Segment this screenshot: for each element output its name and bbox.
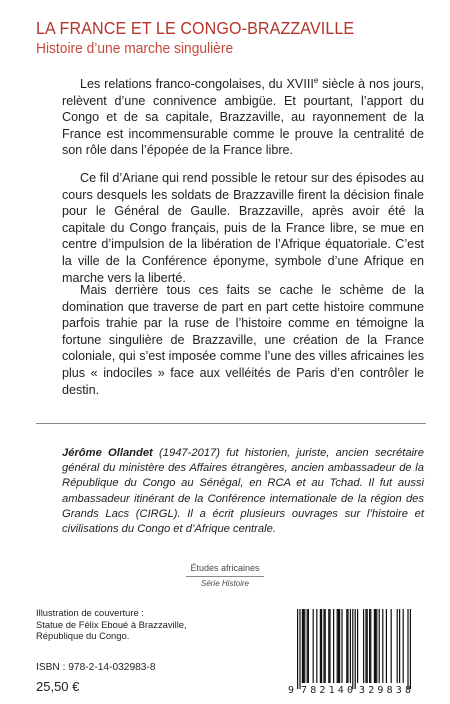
barcode-bar [352,609,353,689]
author-bio-text: (1947-2017) fut historien, juriste, ancien secrétaire général du ministère des Affaires étrangères, ancien ambassadeur de la République du Congo au Sénégal, en RCA et au Tchad. Il fut aussi ambassadeur itinérant de la Conférence internationale de la région des Grands Lacs (CIRGL). Il a écrit plusieurs ouvrages sur l’histoire et civilisations du Congo et d’Afrique centrale. [62,447,424,536]
book-title: LA FRANCE ET LE CONGO-BRAZZAVILLE [36,18,355,38]
barcode-bar [316,609,317,683]
barcode-bars [297,609,411,689]
barcode-bar [374,609,375,683]
barcode-bar [391,609,392,683]
barcode-bar [297,609,298,689]
blurb-paragraph-3: Mais derrière tous ces faits se cache le schème de la domination que traverse de part en part cette histoire commune parfois trahie par la ruse de l’histoire comme en témoigne la fortune singulière de Brazzaville, une création de la France coloniale, qui s’est imposée comme l’une des villes africaines les plus « indociles » face aux velléités de Paris d’en contrôler le destin. [62,283,424,397]
barcode-bar [304,609,305,683]
barcode-bar [307,609,308,683]
barcode-bar [369,609,370,683]
barcode-bar [363,609,364,683]
barcode-bar [341,609,342,683]
author-name: Jérôme Ollandet [62,447,153,459]
author-bio [62,446,424,537]
barcode-bar [299,609,300,689]
book-subtitle: Histoire d’une marche singulière [36,40,234,57]
barcode-bar [347,609,348,683]
barcode-bar [357,609,358,683]
cover-credit-line-2: Statue de Félix Eboué à Brazzaville, [36,618,187,630]
barcode-bar [337,609,338,683]
century-superscript: e [313,75,319,85]
barcode-bar [386,609,387,683]
barcode-bar [370,609,371,683]
barcode [285,603,425,697]
barcode-bar [329,609,330,683]
barcode-bar [338,609,339,683]
blurb-paragraph-2: Ce fil d’Ariane qui rend possible le retour sur des épisodes au cours desquels les soldats de Brazzaville firent la décision finale pour le Général de Gaulle. Brazzaville, après avoir été la capitale du Congo français, puis de la France libre, se mue en centre d’impulsion de la libération de l’Afrique équatoriale. C’est la ville de la Conférence éponyme, symbole d’une Afrique en marche vers la liberté. [62,171,424,285]
cover-credit-line-1: Illustration de couverture : [36,607,144,618]
barcode-bar [328,609,329,683]
blurb-paragraph-1 [62,76,424,159]
barcode-bar [410,609,411,689]
series-name: Série Histoire [200,579,249,588]
barcode-icon [285,603,425,697]
price-text: 25,50 € [36,679,80,694]
collection-name: Études africaines [186,563,264,577]
barcode-bar [382,609,383,683]
barcode-bar [333,609,334,683]
barcode-right-digits: 329838 [359,685,411,696]
blurb-paragraph-1-start: Les relations franco-congolaises, du XVIII [80,77,314,91]
barcode-left-digits: 782140 [301,685,353,696]
blurb-paragraph-1-rest: siècle à nos jours, relèvent d’une connivence ambigüe. Et pourtant, l’apport du Congo et de sa capitale, Brazzaville, au rayonnement de la France est incommensurable comme le prouve la centralité de son rôle dans l’épopée de la France libre. [62,77,424,158]
barcode-bar [321,609,322,683]
series-logo [186,563,264,589]
barcode-bar [365,609,366,683]
barcode-bar [397,609,398,683]
barcode-bar [407,609,408,689]
barcode-bar [339,609,340,683]
barcode-bar [376,609,377,683]
barcode-bar [346,609,347,683]
barcode-bar [367,609,368,683]
barcode-bar [313,609,314,683]
barcode-bar [355,609,356,689]
barcode-bar [323,609,324,683]
barcode-bar [399,609,400,683]
barcode-first-digit: 9 [288,685,295,696]
barcode-bar [403,609,404,683]
cover-illustration-credit [36,607,236,642]
barcode-bar [303,609,304,683]
barcode-bar [379,609,380,683]
section-divider [36,423,426,424]
cover-credit-line-3: République du Congo. [36,630,130,642]
barcode-bar [302,609,303,683]
barcode-bar [350,609,351,683]
isbn-text: ISBN : 978-2-14-032983-8 [36,662,156,673]
barcode-bar [320,609,321,683]
barcode-bar [325,609,326,683]
barcode-bar [308,609,309,683]
barcode-bar [375,609,376,683]
